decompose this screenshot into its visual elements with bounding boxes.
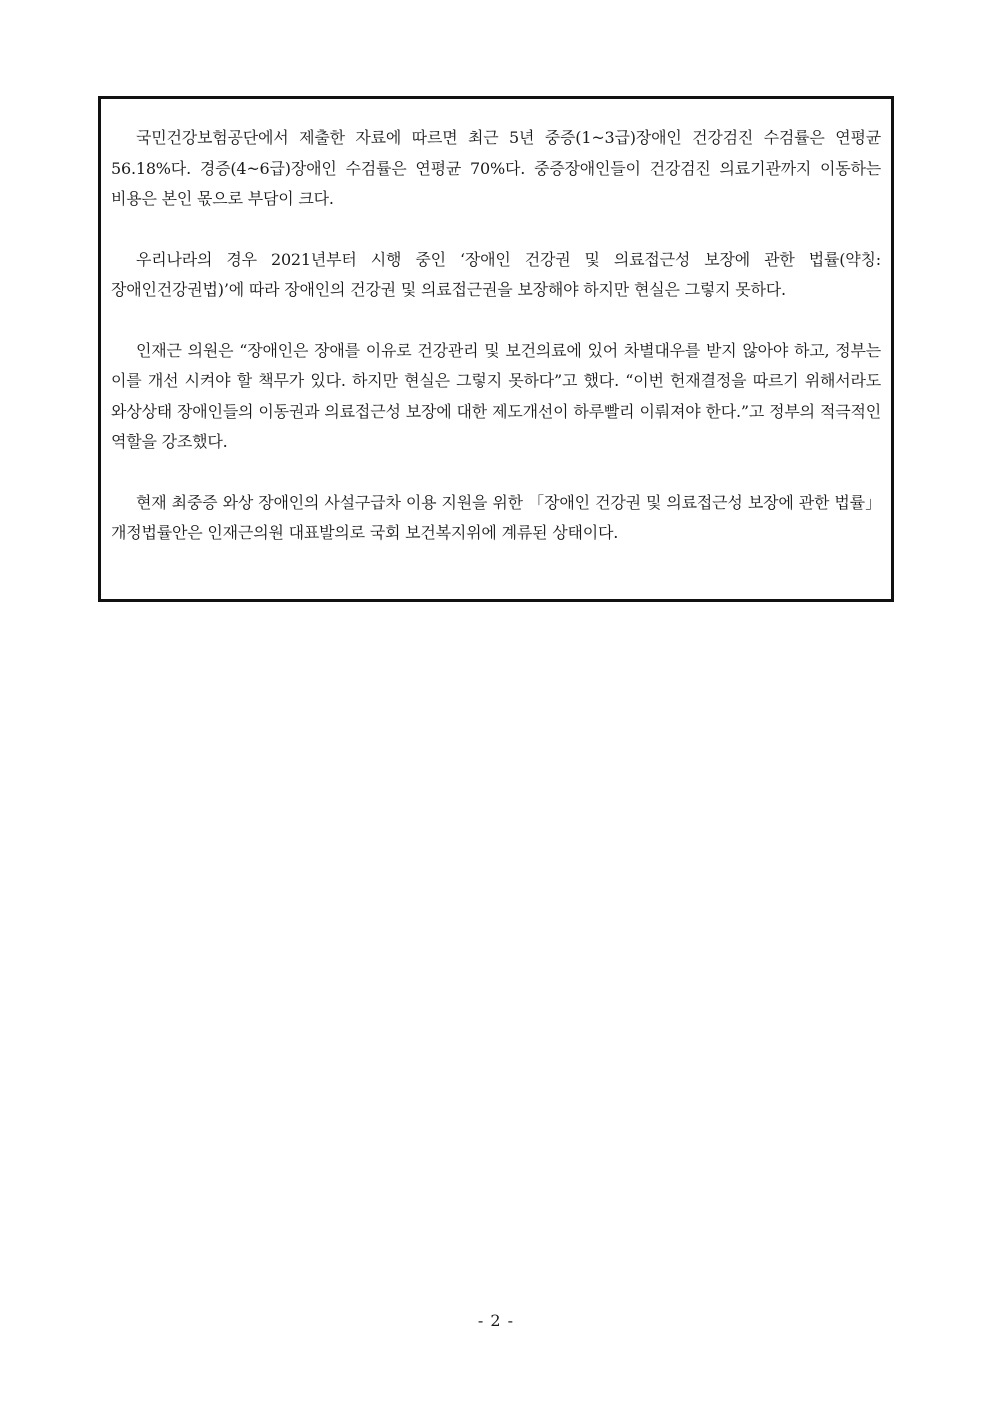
page-number: - 2 - xyxy=(477,1311,515,1330)
paragraph-disability-health-law: 우리나라의 경우 2021년부터 시행 중인 ‘장애인 건강권 및 의료접근성 보장에 관한 법률(약칭: 장애인건강권법)’에 따라 장애인의 건강권 및 의료접근권을 보장해야 하지만 현실은 그렇지 못하다. xyxy=(111,249,881,299)
paragraph-amendment-status: 현재 최중증 와상 장애인의 사설구급차 이용 지원을 위한 「장애인 건강권 및 의료접근성 보장에 관한 법률」개정법률안은 인재근의원 대표발의로 국회 보건복지위에 계류된 상태이다. xyxy=(111,492,881,542)
paragraph-lawmaker-quote: 인재근 의원은 “장애인은 장애를 이유로 건강관리 및 보건의료에 있어 차별대우를 받지 않아야 하고, 정부는 이를 개선 시켜야 할 책무가 있다. 하지만 현실은 그렇지 못하다”고 했다. “이번 헌재결정을 따르기 위해서라도 와상상태 장애인들의 이동권과 의료접근성 보장에 대한 제도개선이 하루빨리 이뤄져야 한다.”고 정부의 적극적인 역할을 강조했다. xyxy=(111,340,881,451)
article-text-box xyxy=(98,96,894,602)
paragraph-health-checkup-rate: 국민건강보험공단에서 제출한 자료에 따르면 최근 5년 중증(1~3급)장애인 건강검진 수검률은 연평균 56.18%다. 경증(4~6급)장애인 수검률은 연평균 70%다. 중증장애인들이 건강검진 의료기관까지 이동하는 비용은 본인 몫으로 부담이 크다. xyxy=(111,128,881,208)
